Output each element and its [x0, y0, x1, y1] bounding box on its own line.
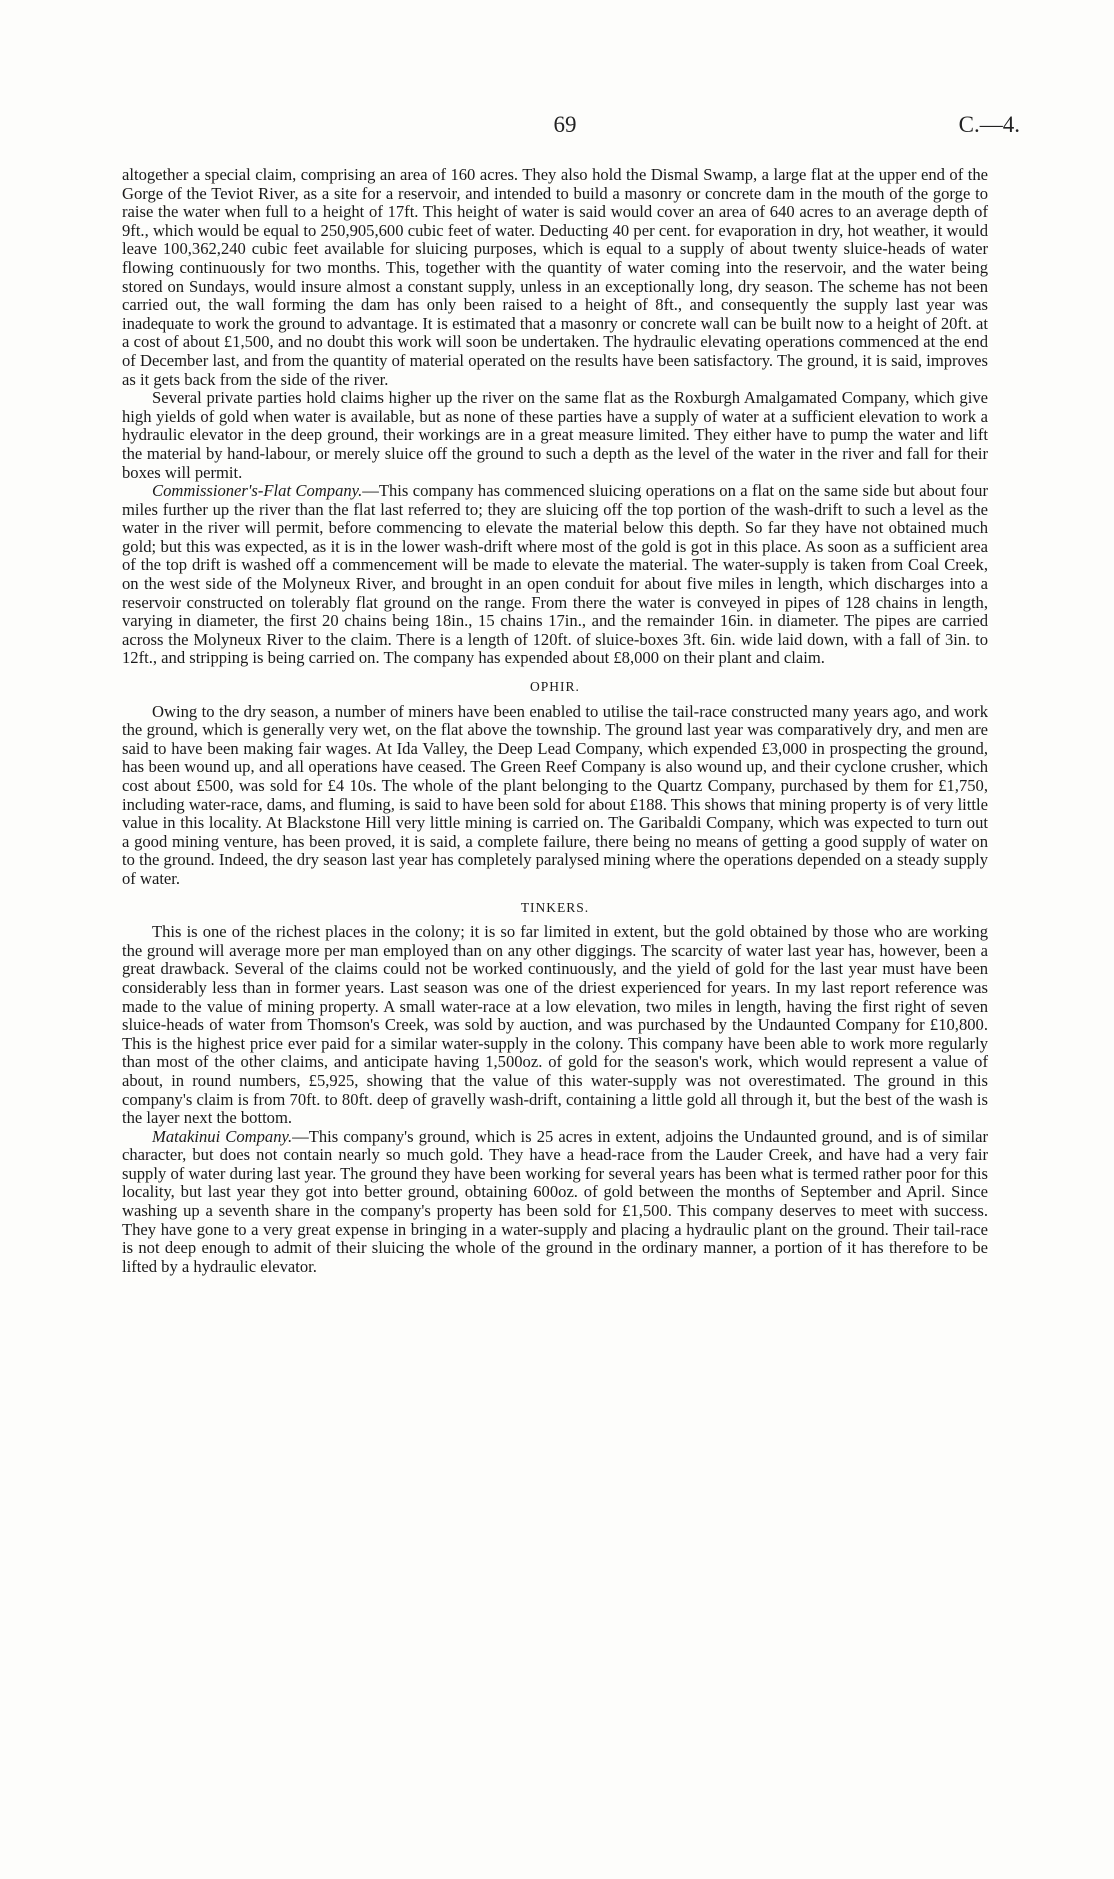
paragraph-text: Owing to the dry season, a number of miners have been enabled to utilise the tail-race constructed many years ago, and work the ground, which is generally very wet, on the flat above the township. The ground last year was comparatively dry, and men are said to have been making fair wages. At Ida Valley, the Deep Lead Company, which expended £3,000 in prospecting the ground, has been wound up, and all operations have ceased. The Green Reef Company is also wound up, and their cyclone crusher, which cost about £500, was sold for £4 10s. The whole of the plant belonging to the Quartz Company, purchased by them for £1,750, including water-race, dams, and fluming, is said to have been sold for about £188. This shows that mining property is of very little value in this locality. At Blackstone Hill very little mining is carried on. The Garibaldi Company, which was expected to turn out a good mining venture, has been proved, it is said, a complete failure, there being no means of getting a good supply of water on to the ground. Indeed, the dry season last year has completely paralysed mining where the operations depended on a steady supply of water.: [122, 701, 988, 888]
page-number: 69: [553, 112, 577, 137]
paragraph-text: —This company's ground, which is 25 acres in extent, adjoins the Undaunted ground, and is of similar character, but does not contain nearly so much gold. They have a head-race from the Lauder Creek, and have had a very fair supply of water during last year. The ground they have been working for several years has been what is termed rather poor for this locality, but last year they got into better ground, obtaining 600oz. of gold between the months of September and April. Since washing up a seventh share in the company's property has been sold for £1,500. This company deserves to meet with success. They have gone to a very great expense in bringing in a water-supply and placing a hydraulic plant on the ground. Their tail-race is not deep enough to admit of their sluicing the whole of the ground in the ordinary manner, a portion of it has therefore to be lifted by a hydraulic elevator.: [122, 1126, 988, 1276]
paragraph: [122, 389, 988, 482]
paragraph: [122, 923, 988, 1128]
section-heading: TINKERS.: [520, 899, 590, 915]
paragraph: [122, 703, 988, 889]
section-heading: OPHIR.: [530, 679, 580, 695]
paragraph: [122, 1128, 988, 1277]
paragraph-text: —This company has commenced sluicing operations on a flat on the same side but about four miles further up the river than the flat last referred to; they are sluicing off the top portion of the wash-drift to such a level as the water in the river will permit, before commencing to elevate the material below this depth. So far they have not obtained much gold; but this was expected, as it is in the lower wash-drift where most of the gold is got in this place. As soon as a sufficient area of the top drift is washed off a commencement will be made to elevate the material. The water-supply is taken from Coal Creek, on the west side of the Molyneux River, and brought in an open conduit for about five miles in length, which discharges into a reservoir constructed on tolerably flat ground on the range. From there the water is conveyed in pipes of 128 chains in length, varying in diameter, the first 20 chains being 18in., 15 chains 17in., and the remainder 16in. in diameter. The pipes are carried across the Molyneux River to the claim. There is a length of 120ft. of sluice-boxes 3ft. 6in. wide laid down, with a fall of 3in. to 12ft., and stripping is being carried on. The company has expended about £8,000 on their plant and claim.: [122, 481, 988, 668]
paragraph-text: This is one of the richest places in the colony; it is so far limited in extent, but the gold obtained by those who are working the ground will average more per man employed than on any other diggings. The scarcity of water last year has, however, been a great drawback. Several of the claims could not be worked continuously, and the yield of gold for the last year must have been considerably less than in former years. Last season was one of the driest experienced for years. In my last report reference was made to the value of mining property. A small water-race at a low elevation, two miles in length, having the first right of seven sluice-heads of water from Thomson's Creek, was sold by auction, and was purchased by the Undaunted Company for £10,800. This is the highest price ever paid for a similar water-supply in the colony. This company have been able to work more regularly than most of the other claims, and anticipate having 1,500oz. of gold for the season's work, which would represent a value of about, in round numbers, £5,925, showing that the value of this water-supply was not overestimated. The ground in this company's claim is from 70ft. to 80ft. deep of gravelly wash-drift, containing a little gold all through it, but the best of the wash is the layer next the bottom.: [122, 922, 988, 1128]
paragraph-lead: Commissioner's-Flat Company.: [152, 481, 363, 501]
body-text: [122, 166, 988, 1276]
paragraph: [122, 482, 988, 668]
paragraph: [122, 166, 988, 389]
paragraph-text: Several private parties hold claims higher up the river on the same flat as the Roxburgh Amalgamated Company, which give high yields of gold when water is available, but as none of these parties have a supply of water at a sufficient elevation to work a hydraulic elevator in the deep ground, their workings are in a great measure limited. They either have to pump the water and lift the material by hand-labour, or merely sluice off the ground to such a depth as the level of the water in the river and fall for their boxes will permit.: [122, 388, 988, 482]
paragraph-lead: Matakinui Company.: [152, 1126, 293, 1146]
document-reference: C.—4.: [958, 112, 1020, 137]
paragraph-text: altogether a special claim, comprising an area of 160 acres. They also hold the Dismal Swamp, a large flat at the upper end of the Gorge of the Teviot River, as a site for a reservoir, and intended to build a masonry or concrete dam in the mouth of the gorge to raise the water when full to a height of 17ft. This height of water is said would cover an area of 640 acres to an average depth of 9ft., which would be equal to 250,905,600 cubic feet of water. Deducting 40 per cent. for evaporation in dry, hot weather, it would leave 100,362,240 cubic feet available for sluicing purposes, which is equal to a supply of about twenty sluice-heads of water flowing continuously for two months. This, together with the quantity of water coming into the reservoir, and the water being stored on Sundays, would insure almost a constant supply, unless in an exceptionally long, dry season. The scheme has not been carried out, the wall forming the dam has only been raised to a height of 8ft., and consequently the supply last year was inadequate to work the ground to advantage. It is estimated that a masonry or concrete wall can be built now to a height of 20ft. at a cost of about £1,500, and no doubt this work will soon be undertaken. The hydraulic elevating operations commenced at the end of December last, and from the quantity of material operated on the results have been satisfactory. The ground, it is said, improves as it gets back from the side of the river.: [122, 165, 988, 389]
